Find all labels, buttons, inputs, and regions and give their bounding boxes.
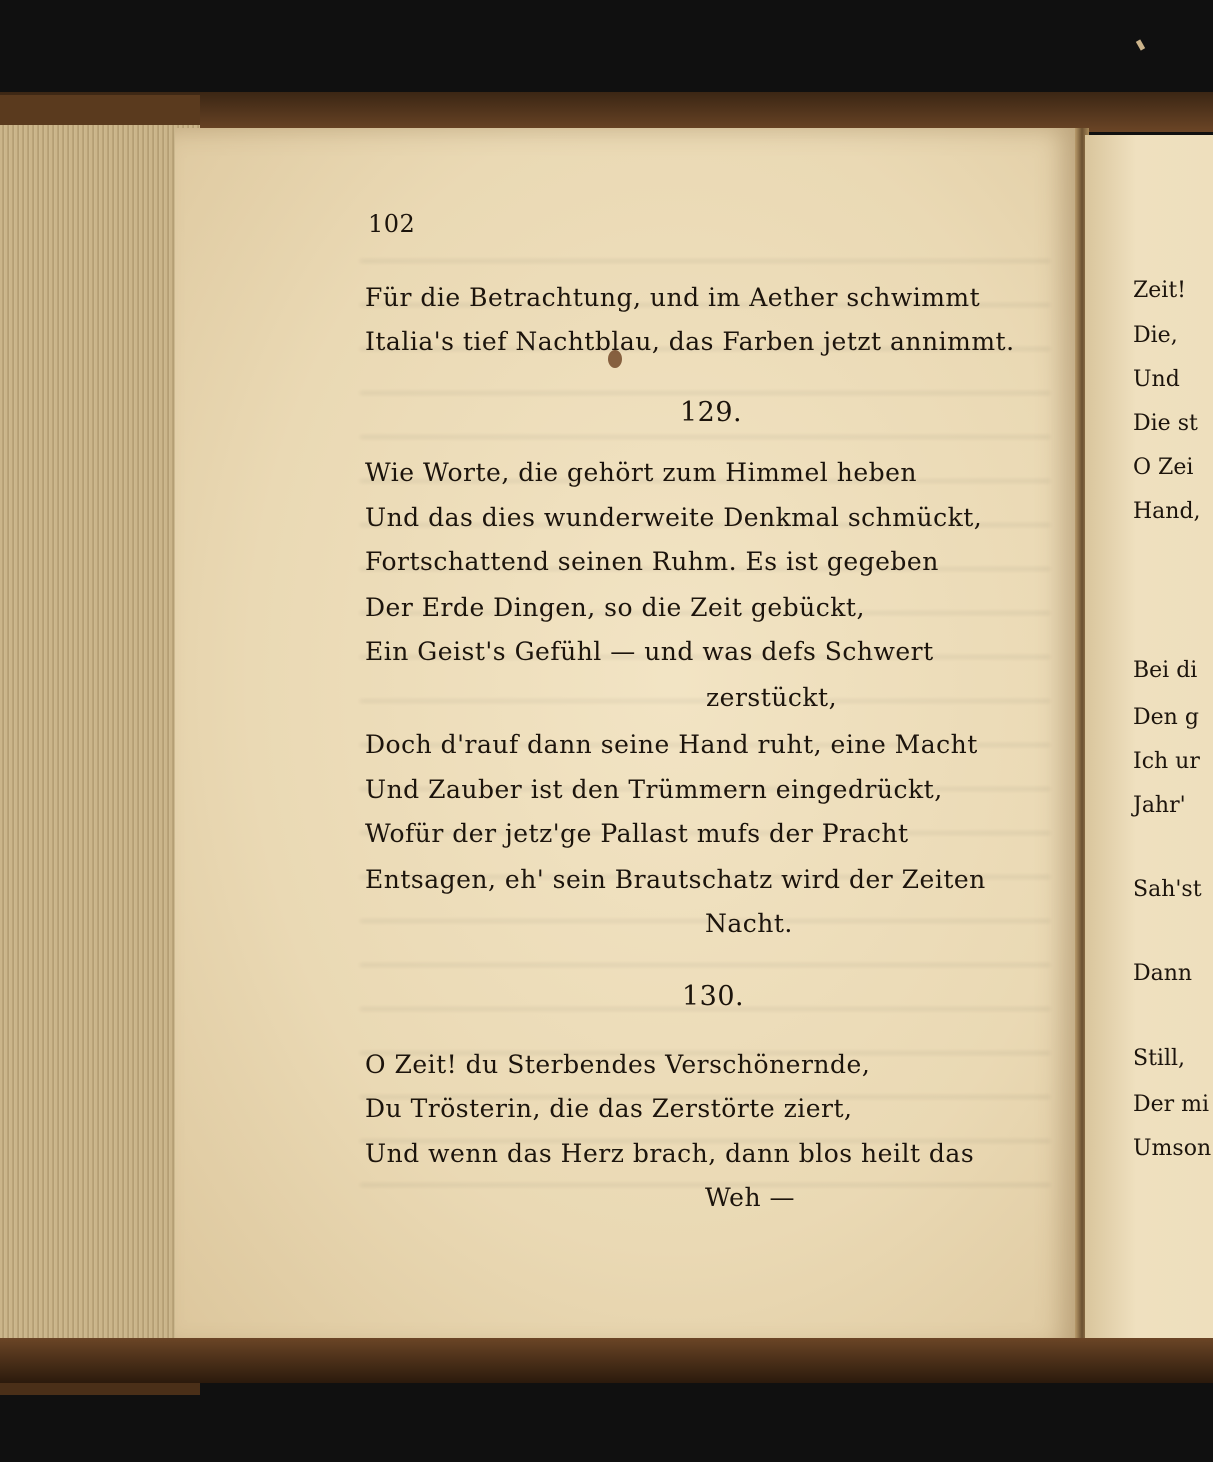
verse-line: Doch d'rauf dann seine Hand ruht, eine Macht <box>365 730 978 759</box>
verse-line: Und wenn das Herz brach, dann blos heilt das <box>365 1139 975 1168</box>
right-page-line: Die st <box>1133 411 1198 436</box>
verse-line: Und das dies wunderweite Denkmal schmückt, <box>365 503 983 532</box>
right-page-line: Hand, <box>1133 499 1201 524</box>
verse-line-continuation: Weh — <box>705 1183 795 1212</box>
stanza-number: 130. <box>682 981 745 1012</box>
right-page-line: Die, <box>1133 323 1178 348</box>
right-page-line: Sah'st <box>1133 877 1202 902</box>
verse-line: Ein Geist's Gefühl — und was defs Schwert <box>365 637 934 666</box>
page-number: 102 <box>368 210 416 238</box>
verse-line: Du Trösterin, die das Zerstörte ziert, <box>365 1094 853 1123</box>
right-page-line: Und <box>1133 367 1180 392</box>
right-page-line: Den g <box>1133 705 1199 730</box>
right-page-line: Dann <box>1133 961 1193 986</box>
right-page-line: Der mi <box>1133 1092 1210 1117</box>
verse-line: Wie Worte, die gehört zum Himmel heben <box>365 458 918 487</box>
verse-line: Und Zauber ist den Trümmern eingedrückt, <box>365 775 943 804</box>
text-line: Italia's tief Nachtblau, das Farben jetzt annimmt. <box>365 327 1015 356</box>
paper-fragment <box>1136 39 1145 50</box>
right-page <box>1085 135 1213 1350</box>
book-page-edges <box>0 95 200 1395</box>
right-page-line: O Zei <box>1133 455 1194 480</box>
verse-line-continuation: zerstückt, <box>706 683 838 712</box>
right-page-line: Still, <box>1133 1046 1186 1071</box>
right-page-line: Umson <box>1133 1136 1212 1161</box>
stanza-number: 129. <box>680 397 743 428</box>
right-page-line: Zeit! <box>1133 278 1187 303</box>
verse-line: Wofür der jetz'ge Pallast mufs der Pracht <box>365 819 909 848</box>
right-page-line: Jahr' <box>1133 793 1186 818</box>
verse-line: Der Erde Dingen, so die Zeit gebückt, <box>365 593 865 622</box>
verse-line-continuation: Nacht. <box>705 909 793 938</box>
verse-line: Fortschattend seinen Ruhm. Es ist gegeben <box>365 547 939 576</box>
verse-line: O Zeit! du Sterbendes Verschönernde, <box>365 1050 871 1079</box>
book-cover-bottom <box>0 1338 1213 1383</box>
right-page-line: Bei di <box>1133 658 1198 683</box>
text-line: Für die Betrachtung, und im Aether schwimmt <box>365 283 981 312</box>
right-page-line: Ich ur <box>1133 749 1200 774</box>
verse-line: Entsagen, eh' sein Brautschatz wird der Zeiten <box>365 865 986 894</box>
